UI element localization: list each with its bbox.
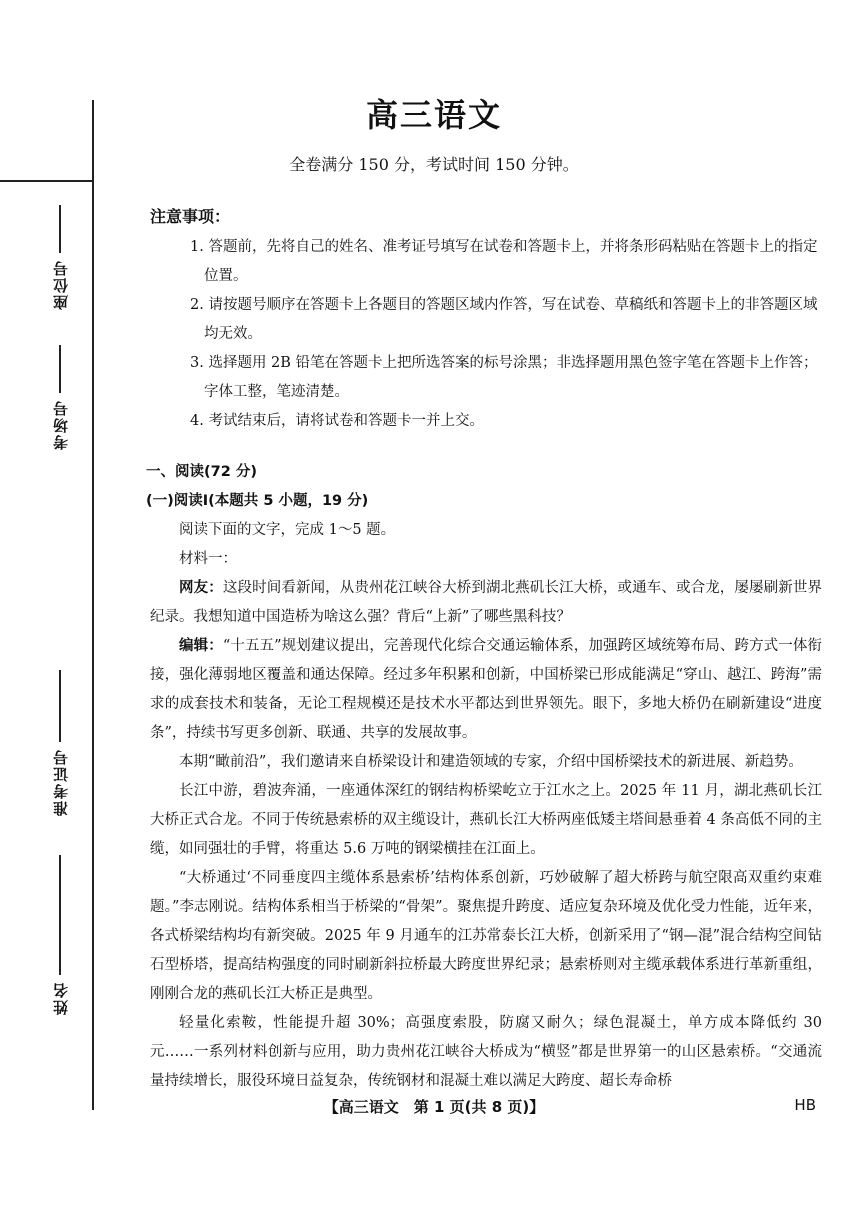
section-heading: 一、阅读(72 分)	[146, 464, 257, 480]
paragraph-editor-text: “十五五”规划建议提出，完善现代化综合交通运输体系，加强跨区域统筹布局、跨方式一体衔接，强化薄弱地区覆盖和通达保障。经过多年积累和创新，中国桥梁已形成能满足“穿山、越江、跨海”需求的成套技术和装备，无论工程规模还是技术水平都达到世界领先。眼下，多地大桥仍在刷新建设“进度条”，持续书写更多创新、联通、共享的发展故事。	[150, 638, 823, 741]
notice-item: 4. 考试结束后，请将试卷和答题卡一并上交。	[190, 413, 484, 429]
page-title: 高三语文	[365, 96, 502, 134]
exam-room-blank[interactable]	[59, 345, 61, 393]
admission-ticket-blank[interactable]	[59, 670, 61, 742]
exam-room-field[interactable]	[40, 345, 80, 450]
admission-ticket-field[interactable]	[40, 670, 80, 816]
footer-code: HB	[794, 1096, 816, 1114]
paragraph: 长江中游，碧波奔涌，一座通体深红的钢结构桥梁屹立于江水之上。2025 年 11 月，湖北燕矶长江大桥正式合龙。不同于传统悬索桥的双主缆设计，燕矶长江大桥两座低矮主塔间悬垂着 4 条高低不同的主缆，如同强壮的手臂，将重达 5.6 万吨的钢梁横挂在江面上。	[150, 783, 822, 857]
exam-room-label: 考场号	[51, 399, 70, 450]
name-label: 姓名	[51, 981, 70, 1015]
name-blank[interactable]	[59, 855, 61, 975]
admission-ticket-label: 准考证号	[51, 748, 70, 816]
reading-instruction: 阅读下面的文字，完成 1～5 题。	[179, 522, 396, 538]
paragraph: “大桥通过‘不同垂度四主缆体系悬索桥’结构体系创新，巧妙破解了超大桥跨与航空限高双重约束难题。”李志刚说。结构体系相当于桥梁的“骨架”。聚焦提升跨度、适应复杂环境及优化受力性能，近年来，各式桥梁结构均有新突破。2025 年 9 月通车的江苏常泰长江大桥，创新采用了“钢—混”混合结构空间钻石型桥塔，提高结构强度的同时刷新斜拉桥最大跨度世界纪录；悬索桥则对主缆承载体系进行革新重组，刚刚合龙的燕矶长江大桥正是典型。	[150, 870, 822, 1002]
binding-margin-line	[92, 100, 94, 1110]
seat-number-field[interactable]	[40, 205, 80, 310]
notice-item: 3. 选择题用 2B 铅笔在答题卡上把所选答案的标号涂黑；非选择题用黑色签字笔在答题卡上作答；字体工整，笔迹清楚。	[190, 355, 818, 400]
paragraph: 轻量化索鞍，性能提升超 30%；高强度索股，防腐又耐久；绿色混凝土，单方成本降低约 30 元……一系列材料创新与应用，助力贵州花江峡谷大桥成为“横竖”都是世界第一的山区悬索桥。“交通流量持续增长，服役环境日益复杂，传统钢材和混凝土难以满足大跨度、超长寿命桥	[150, 1015, 822, 1089]
exam-info: 全卷满分 150 分，考试时间 150 分钟。	[289, 155, 579, 174]
notice-item: 1. 答题前，先将自己的姓名、准考证号填写在试卷和答题卡上，并将条形码粘贴在答题卡上的指定位置。	[190, 239, 818, 284]
seat-number-label: 座位号	[51, 259, 70, 310]
paragraph: 本期“瞰前沿”，我们邀请来自桥梁设计和建造领域的专家，介绍中国桥梁技术的新进展、新趋势。	[179, 754, 803, 770]
main-content	[146, 202, 823, 1096]
name-field[interactable]	[40, 855, 80, 1015]
binding-margin-top-line	[0, 180, 92, 182]
speaker-netizen: 网友：	[179, 580, 223, 596]
paragraph-netizen	[150, 574, 822, 632]
speaker-editor: 编辑：	[179, 638, 223, 654]
notice-heading: 注意事项：	[150, 207, 231, 226]
notice-item: 2. 请按题号顺序在答题卡上各题目的答题区域内作答，写在试卷、草稿纸和答题卡上的非答题区域均无效。	[190, 297, 818, 342]
paragraph-editor	[150, 632, 822, 748]
material-label: 材料一：	[179, 551, 237, 567]
paragraph-netizen-text: 这段时间看新闻，从贵州花江峡谷大桥到湖北燕矶长江大桥，或通车、或合龙，屡屡刷新世界纪录。我想知道中国造桥为啥这么强？背后“上新”了哪些黑科技？	[150, 580, 823, 625]
seat-number-blank[interactable]	[59, 205, 61, 253]
subsection-heading: (一)阅读Ⅰ(本题共 5 小题，19 分)	[146, 493, 369, 509]
page-footer: 【高三语文 第 1 页(共 8 页)】	[323, 1098, 545, 1116]
